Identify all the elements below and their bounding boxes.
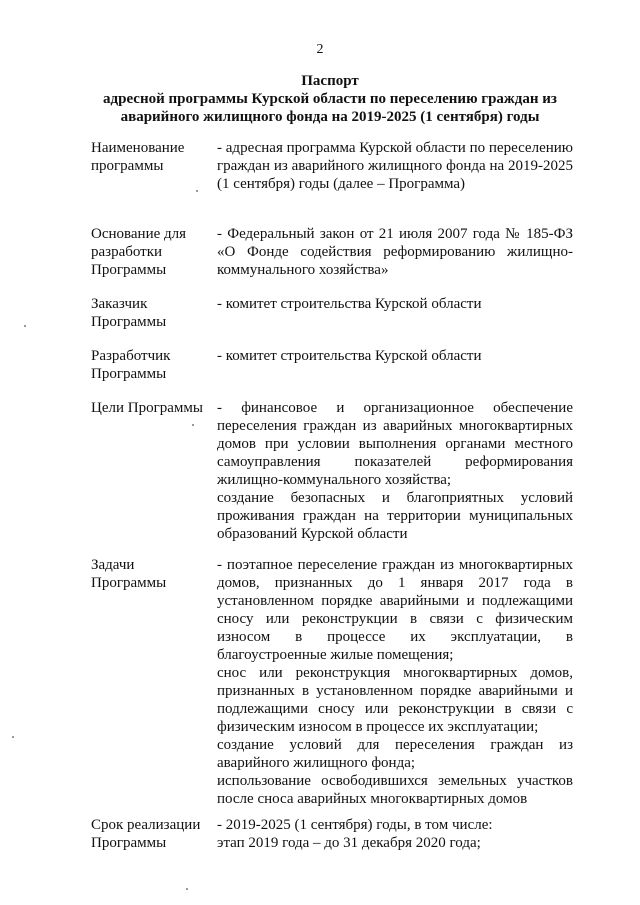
- row-label: Срок реализации Программы: [91, 817, 201, 851]
- title-line-3: аварийного жилищного фонда на 2019-2025 (1 сентября) годы: [120, 109, 540, 125]
- row-label: Заказчик Программы: [91, 296, 167, 330]
- row-label: Основание для разработки Программы: [91, 226, 187, 278]
- row-content: - адресная программа Курской области по переселению граждан из аварийного жилищного фонда на 2019-2025 (1 сентября) годы (далее – Программа): [217, 140, 573, 192]
- row-content: - комитет строительства Курской области: [217, 348, 482, 364]
- row-label: Разработчик Программы: [91, 348, 171, 382]
- scan-speck: [196, 190, 198, 192]
- scan-speck: [186, 888, 188, 890]
- row-content: - Федеральный закон от 21 июля 2007 года № 185-ФЗ «О Фонде содействия реформированию жилищно-коммунального хозяйства»: [217, 226, 573, 278]
- row-label: Наименование программы: [91, 140, 185, 174]
- row-content: - поэтапное переселение граждан из многоквартирных домов, признанных до 1 января 2017 года в установленном порядке аварийными и подлежащими сносу или реконструкции в связи с физическим износом в процессе их эксплуатации, в благоустроенные жилые помещения; снос или реконструкция многоквартирных домов, признанных в установленном порядке аварийными и подлежащими сносу или реконструкции в связи с физическим износом в процессе их эксплуатации; создание условий для переселения граждан из аварийного жилищного фонда; использование освободившихся земельных участков после сноса аварийных многоквартирных домов: [217, 557, 573, 807]
- document-title: [80, 72, 580, 126]
- row-content: - комитет строительства Курской области: [217, 296, 482, 312]
- scan-speck: [24, 325, 26, 327]
- title-line-2: адресной программы Курской области по переселению граждан из: [103, 91, 557, 107]
- row-content: - финансовое и организационное обеспечение переселения граждан из аварийных многоквартирных домов при условии выполнения органами местного самоуправления показателей реформирования жилищно-коммунального хозяйства; создание безопасных и благоприятных условий проживания граждан на территории муниципальных образований Курской области: [217, 400, 573, 542]
- scan-speck: [12, 736, 14, 738]
- row-content: - 2019-2025 (1 сентября) годы, в том числе: этап 2019 года – до 31 декабря 2020 года;: [217, 817, 493, 851]
- page-number: 2: [316, 42, 324, 57]
- row-label: Задачи Программы: [91, 557, 167, 591]
- scan-speck: [192, 424, 194, 426]
- title-heading: Паспорт: [301, 73, 359, 89]
- row-label: Цели Программы: [91, 400, 203, 416]
